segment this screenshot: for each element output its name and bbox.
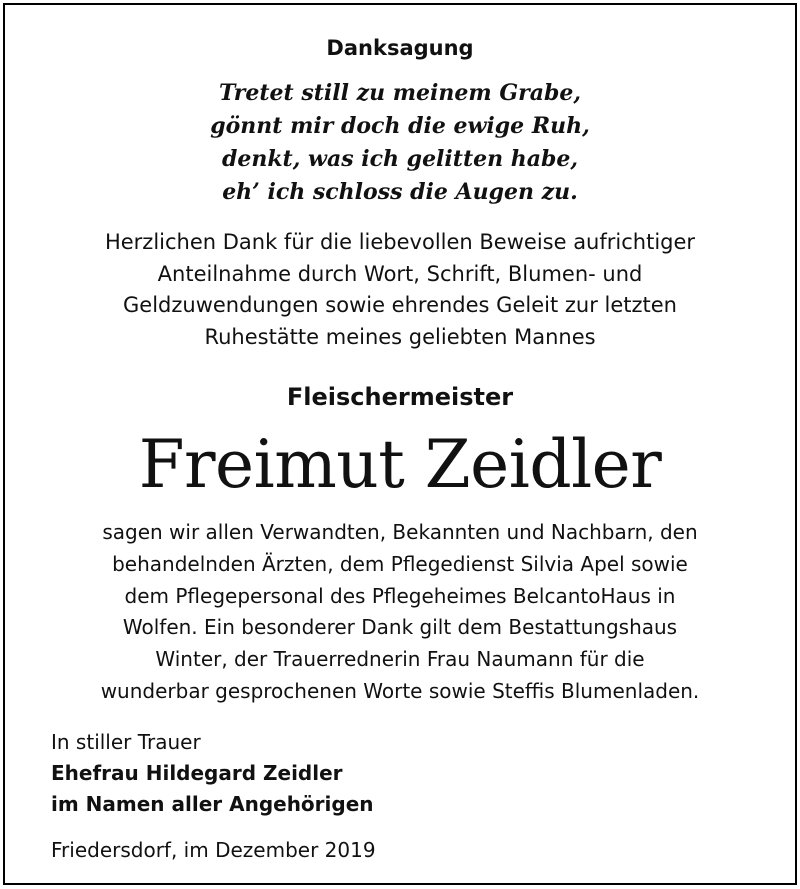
- deceased-name: Freimut Zeidler: [138, 426, 662, 503]
- acknowledgement-line: dem Pflegepersonal des Pflegeheimes BelcantoHaus in: [124, 583, 676, 608]
- deceased-profession: Fleischermeister: [286, 383, 514, 411]
- obituary-notice: [3, 3, 797, 885]
- acknowledgement-line: sagen wir allen Verwandten, Bekannten und Nachbarn, den: [102, 520, 698, 544]
- verse-line: gönnt mir doch die ewige Ruh,: [210, 113, 590, 139]
- acknowledgement-line: behandelnden Ärzten, dem Pflegedienst Silvia Apel sowie: [112, 551, 688, 576]
- poem-verse: [5, 77, 795, 209]
- thanks-line: Geldzuwendungen sowie ehrendes Geleit zur letzten: [123, 293, 677, 317]
- signature-intro: In stiller Trauer: [51, 730, 201, 754]
- verse-line: eh’ ich schloss die Augen zu.: [222, 179, 578, 205]
- acknowledgement-paragraph: [5, 517, 795, 708]
- acknowledgement-line: wunderbar gesprochenen Worte sowie Steffis Blumenladen.: [100, 678, 700, 703]
- place-date: Friedersdorf, im Dezember 2019: [51, 838, 376, 862]
- notice-title: Danksagung: [326, 36, 474, 60]
- acknowledgement-line: Winter, der Trauerrednerin Frau Naumann für die: [155, 647, 645, 672]
- thanks-line: Anteilnahme durch Wort, Schrift, Blumen- und: [157, 261, 643, 286]
- verse-line: denkt, was ich gelitten habe,: [221, 146, 579, 172]
- thanks-paragraph: [5, 227, 795, 353]
- acknowledgement-line: Wolfen. Ein besonderer Dank gilt dem Bestattungshaus: [122, 615, 678, 640]
- thanks-line: Herzlichen Dank für die liebevollen Beweise aufrichtiger: [104, 230, 696, 254]
- signature-spouse: Ehefrau Hildegard Zeidler: [51, 761, 343, 785]
- signature-family: im Namen aller Angehörigen: [51, 792, 374, 816]
- verse-line: Tretet still zu meinem Grabe,: [218, 80, 581, 106]
- thanks-line: Ruhestätte meines geliebten Mannes: [204, 324, 596, 349]
- signature-block: [51, 727, 374, 820]
